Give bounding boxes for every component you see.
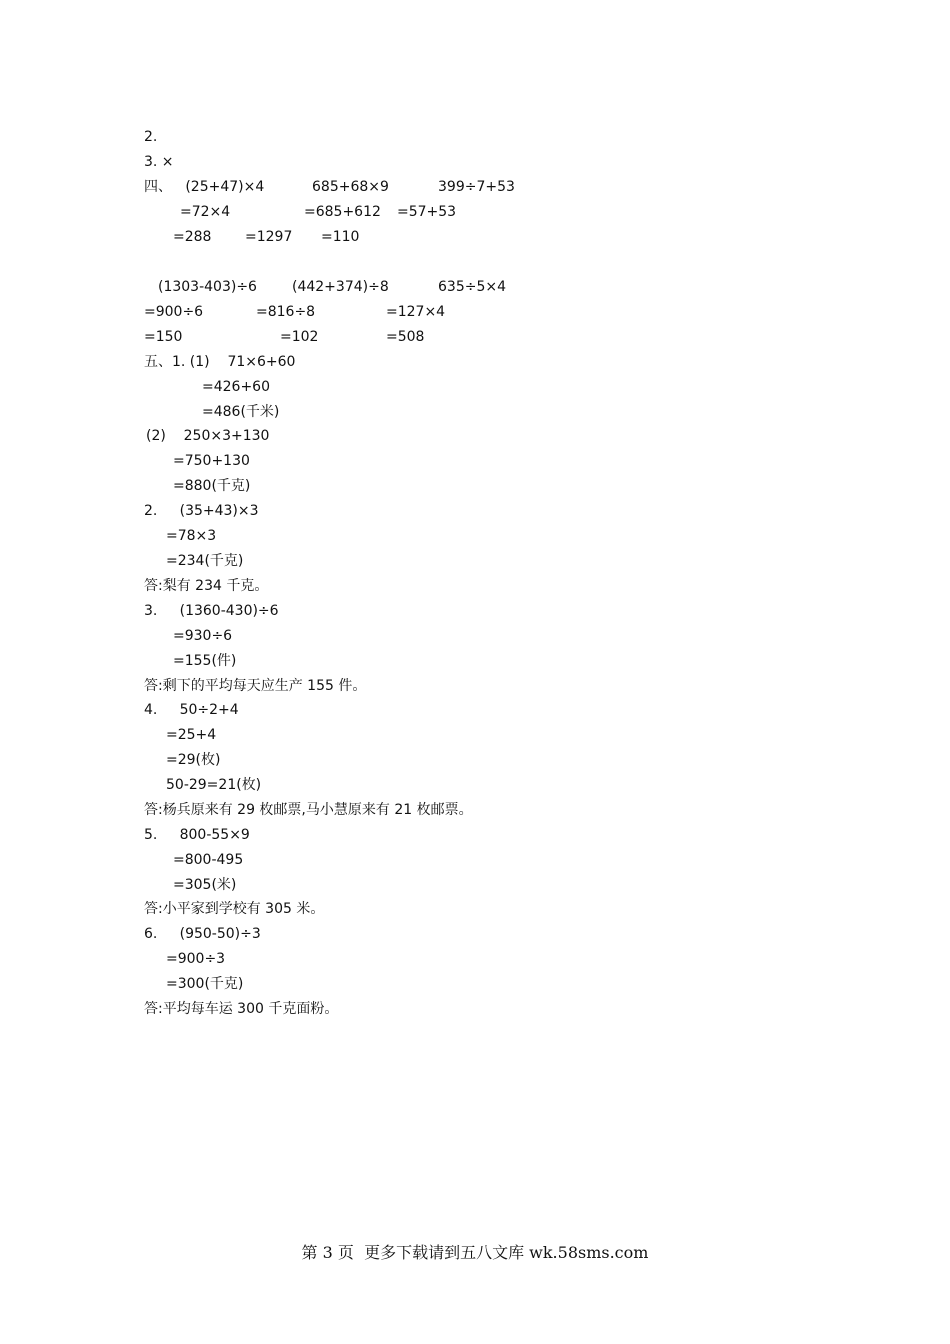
answer-line: 3. × xyxy=(144,154,174,170)
answer-line: 5. 800-55×9 xyxy=(144,827,250,843)
answer-line: 四、 (25+47)×4 xyxy=(144,179,265,195)
answer-line: =57+53 xyxy=(397,204,457,220)
answer-line: =800-495 xyxy=(173,852,244,868)
answer-line: 答:杨兵原来有 29 枚邮票,马小慧原来有 21 枚邮票。 xyxy=(144,802,473,818)
answer-line: =288 xyxy=(173,229,212,245)
answer-line: =305(米) xyxy=(173,877,237,893)
answer-line: =900÷3 xyxy=(166,951,226,967)
answer-line: 答:梨有 234 千克。 xyxy=(144,578,269,594)
answer-line: 635÷5×4 xyxy=(438,279,506,295)
answer-line: =750+130 xyxy=(173,453,250,469)
answer-line: =110 xyxy=(321,229,360,245)
answer-line: 4. 50÷2+4 xyxy=(144,702,239,718)
answer-line: 答:剩下的平均每天应生产 155 件。 xyxy=(144,678,367,694)
answer-line: 2. (35+43)×3 xyxy=(144,503,259,519)
answer-line: 399÷7+53 xyxy=(438,179,515,195)
answer-line: 答:小平家到学校有 305 米。 xyxy=(144,901,325,917)
answer-line: =685+612 xyxy=(304,204,381,220)
answer-line: 3. (1360-430)÷6 xyxy=(144,603,279,619)
page-footer: 第 3 页 更多下载请到五八文库 wk.58sms.com xyxy=(301,1243,649,1262)
answer-line: =300(千克) xyxy=(166,976,244,992)
answer-line: =127×4 xyxy=(386,304,446,320)
answer-line: =426+60 xyxy=(202,379,270,395)
answer-line: 685+68×9 xyxy=(312,179,389,195)
answer-line: =234(千克) xyxy=(166,553,244,569)
answer-line: (442+374)÷8 xyxy=(292,279,389,295)
answer-line: =816÷8 xyxy=(256,304,316,320)
answer-line: 50-29=21(枚) xyxy=(166,777,262,793)
answer-line: =930÷6 xyxy=(173,628,233,644)
answer-line: =29(枚) xyxy=(166,752,221,768)
answer-line: (2) 250×3+130 xyxy=(146,428,270,444)
answer-line: =486(千米) xyxy=(202,404,280,420)
answer-line: =25+4 xyxy=(166,727,217,743)
answer-line: 答:平均每车运 300 千克面粉。 xyxy=(144,1001,339,1017)
answer-line: 五、1. (1) 71×6+60 xyxy=(144,354,296,370)
answer-line: =150 xyxy=(144,329,183,345)
answer-line: 6. (950-50)÷3 xyxy=(144,926,261,942)
answer-line: =1297 xyxy=(245,229,293,245)
answer-line: =102 xyxy=(280,329,319,345)
answer-line: =78×3 xyxy=(166,528,217,544)
answer-line: 2. xyxy=(144,129,162,145)
answer-line: (1303-403)÷6 xyxy=(158,279,257,295)
answer-line: =900÷6 xyxy=(144,304,204,320)
answer-line: =155(件) xyxy=(173,653,237,669)
answer-line: =508 xyxy=(386,329,425,345)
answer-line: =880(千克) xyxy=(173,478,251,494)
answer-line: =72×4 xyxy=(180,204,231,220)
